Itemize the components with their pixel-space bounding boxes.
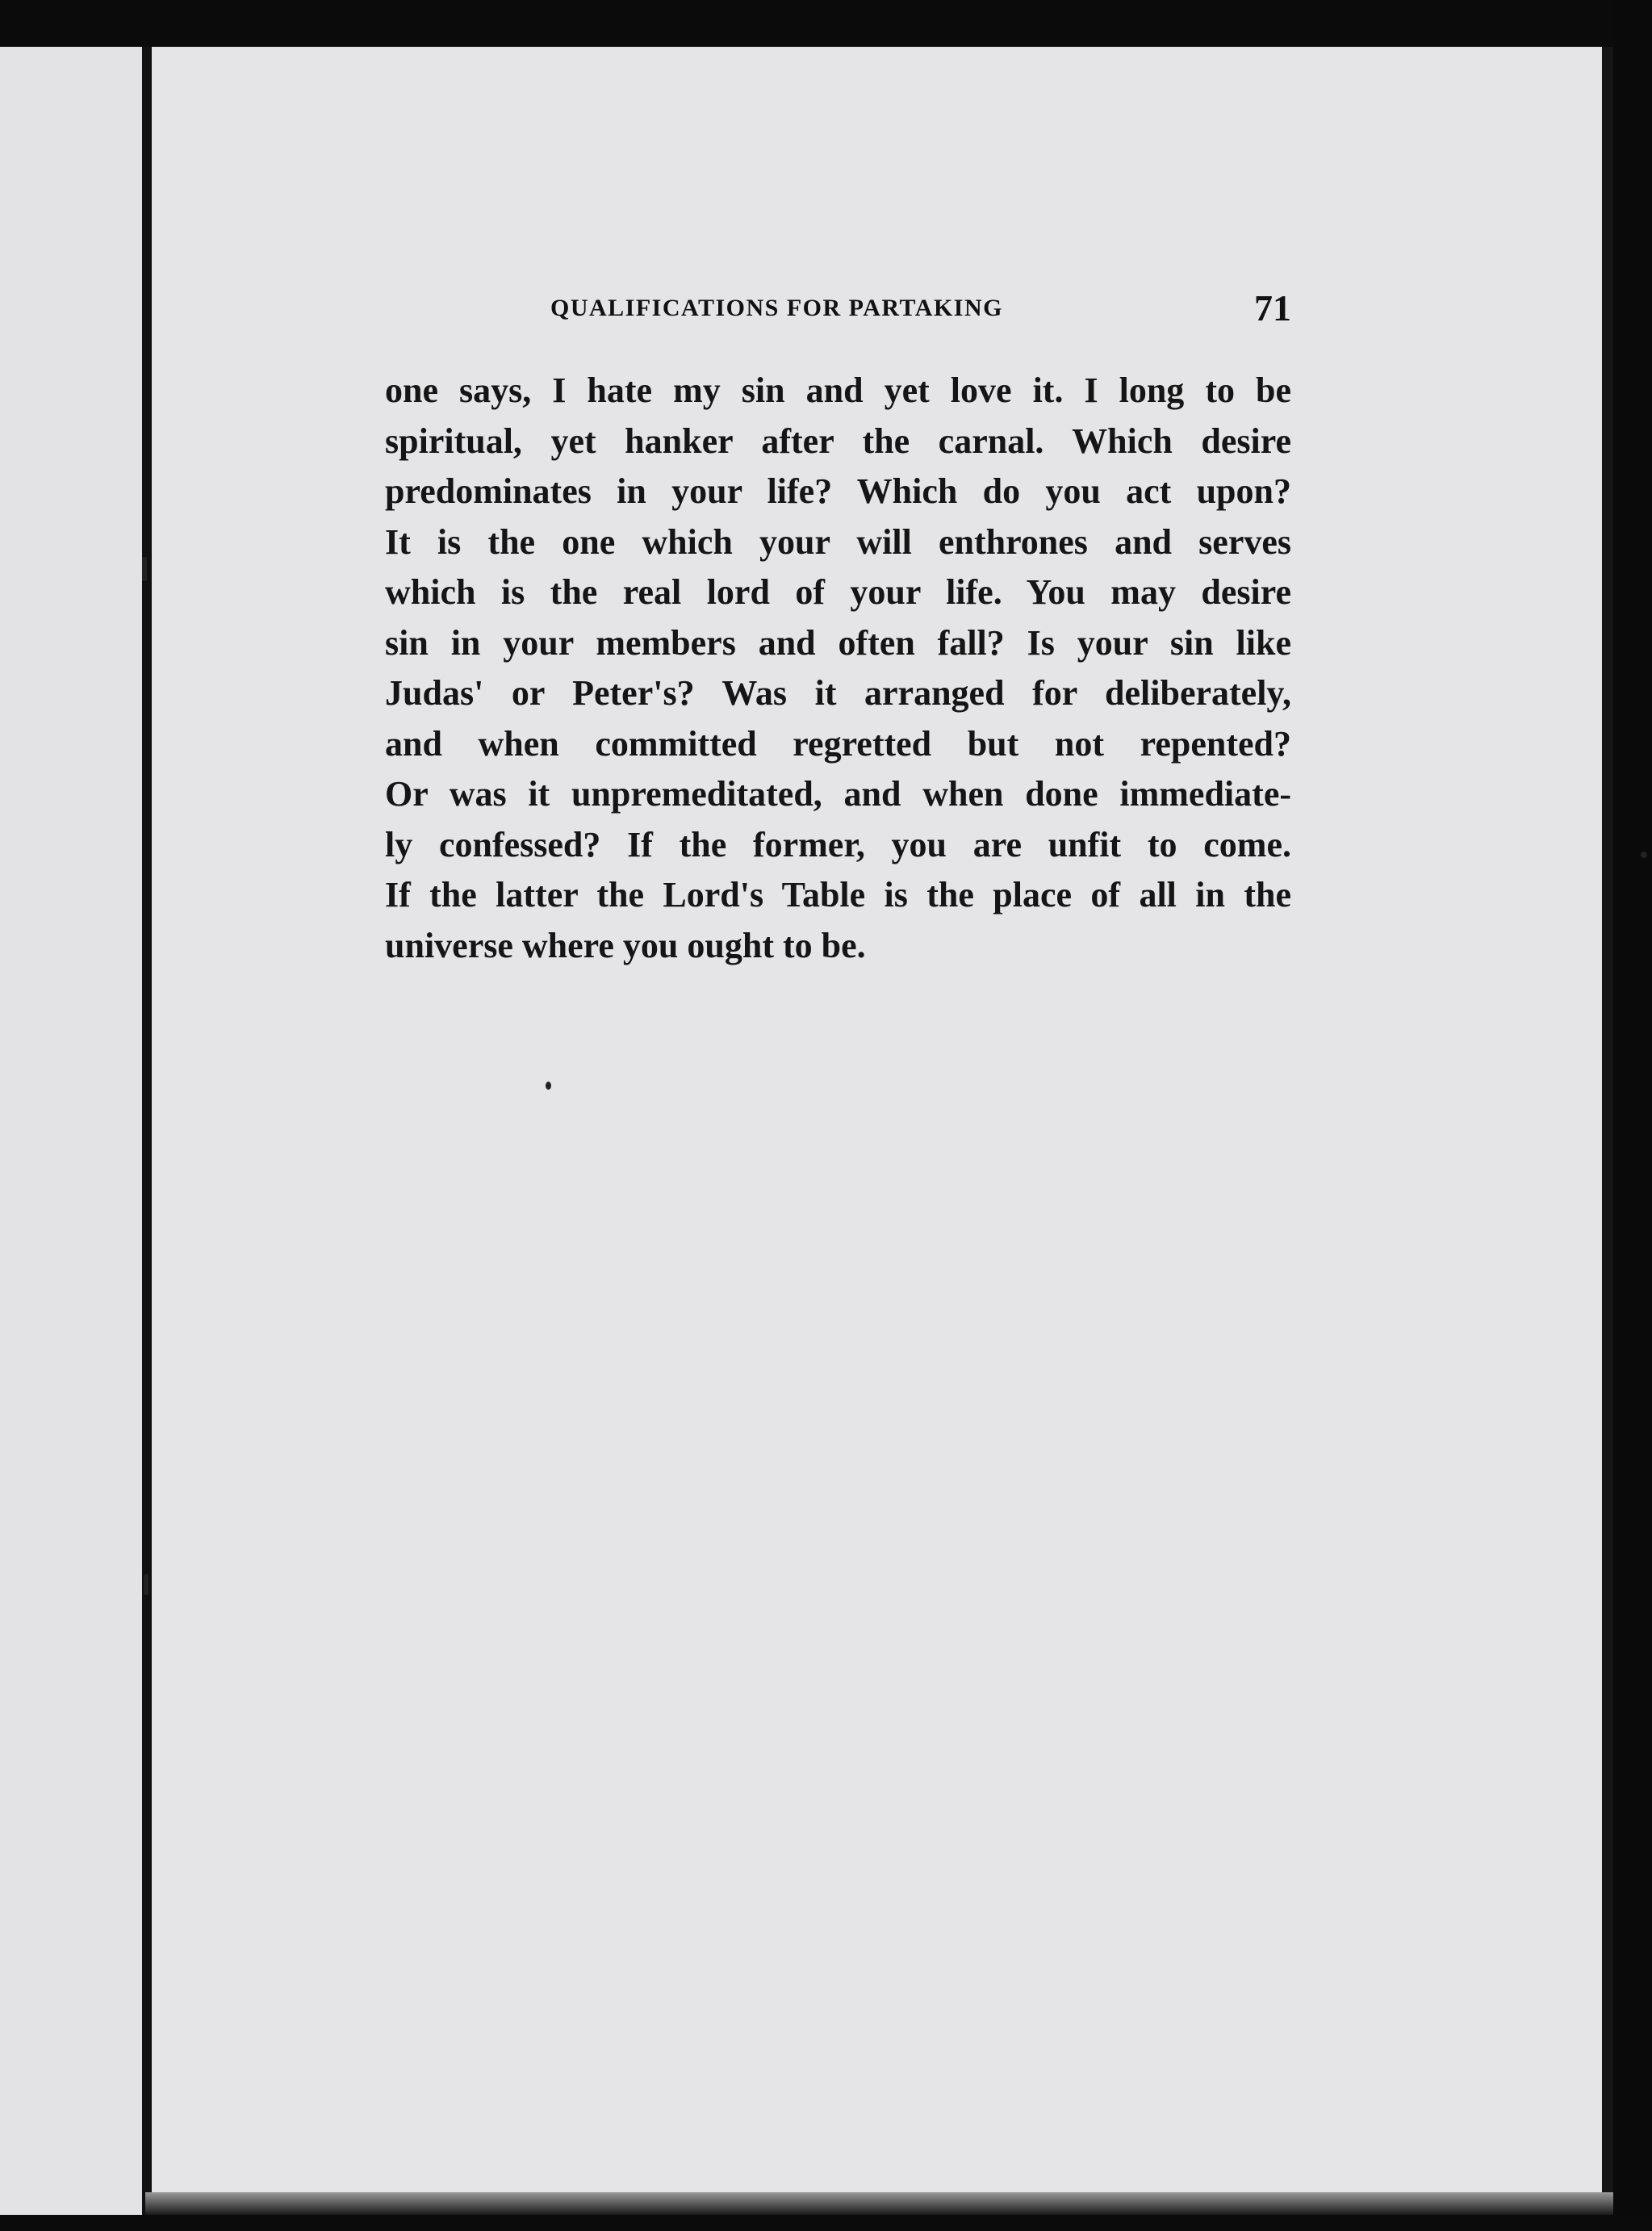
scan-top-border: [0, 0, 1652, 47]
scan-bottom-border: [0, 2215, 1652, 2231]
text-line: ly confessed? If the former, you are unfit to come.: [385, 824, 1291, 864]
ink-speck: [144, 1574, 148, 1595]
ink-speck: [142, 557, 147, 581]
text-line: sin in your members and often fall? Is your sin like: [385, 622, 1291, 663]
scan-background-left: [0, 0, 157, 2231]
text-line: one says, I hate my sin and yet love it. I long to be: [385, 370, 1291, 410]
book-fore-edge: [142, 40, 152, 2220]
text-line: Judas' or Peter's? Was it arranged for deliberately,: [385, 673, 1291, 713]
text-line: universe where you ought to be.: [385, 925, 866, 965]
ink-speck: [546, 1082, 551, 1090]
text-line: If the latter the Lord's Table is the place of all in the: [385, 875, 1291, 915]
body-paragraph: [385, 366, 1291, 971]
ink-speck: [1641, 852, 1647, 858]
text-line: and when committed regretted but not repented?: [385, 723, 1291, 764]
text-line: which is the real lord of your life. You may desire: [385, 572, 1291, 612]
text-line: spiritual, yet hanker after the carnal. Which desire: [385, 421, 1291, 461]
scan-right-border: [1613, 0, 1652, 2231]
text-line: It is the one which your will enthrones and serves: [385, 521, 1291, 562]
page-number: 71: [1254, 287, 1291, 329]
running-head-title: QUALIFICATIONS FOR PARTAKING: [550, 295, 1003, 321]
page-bottom-shadow: [145, 2192, 1614, 2215]
text-line: Or was it unpremeditated, and when done immediate-: [385, 774, 1291, 814]
text-line: predominates in your life? Which do you act upon?: [385, 471, 1291, 511]
page-right-edge: [1602, 47, 1613, 2226]
running-head: [550, 287, 1291, 335]
